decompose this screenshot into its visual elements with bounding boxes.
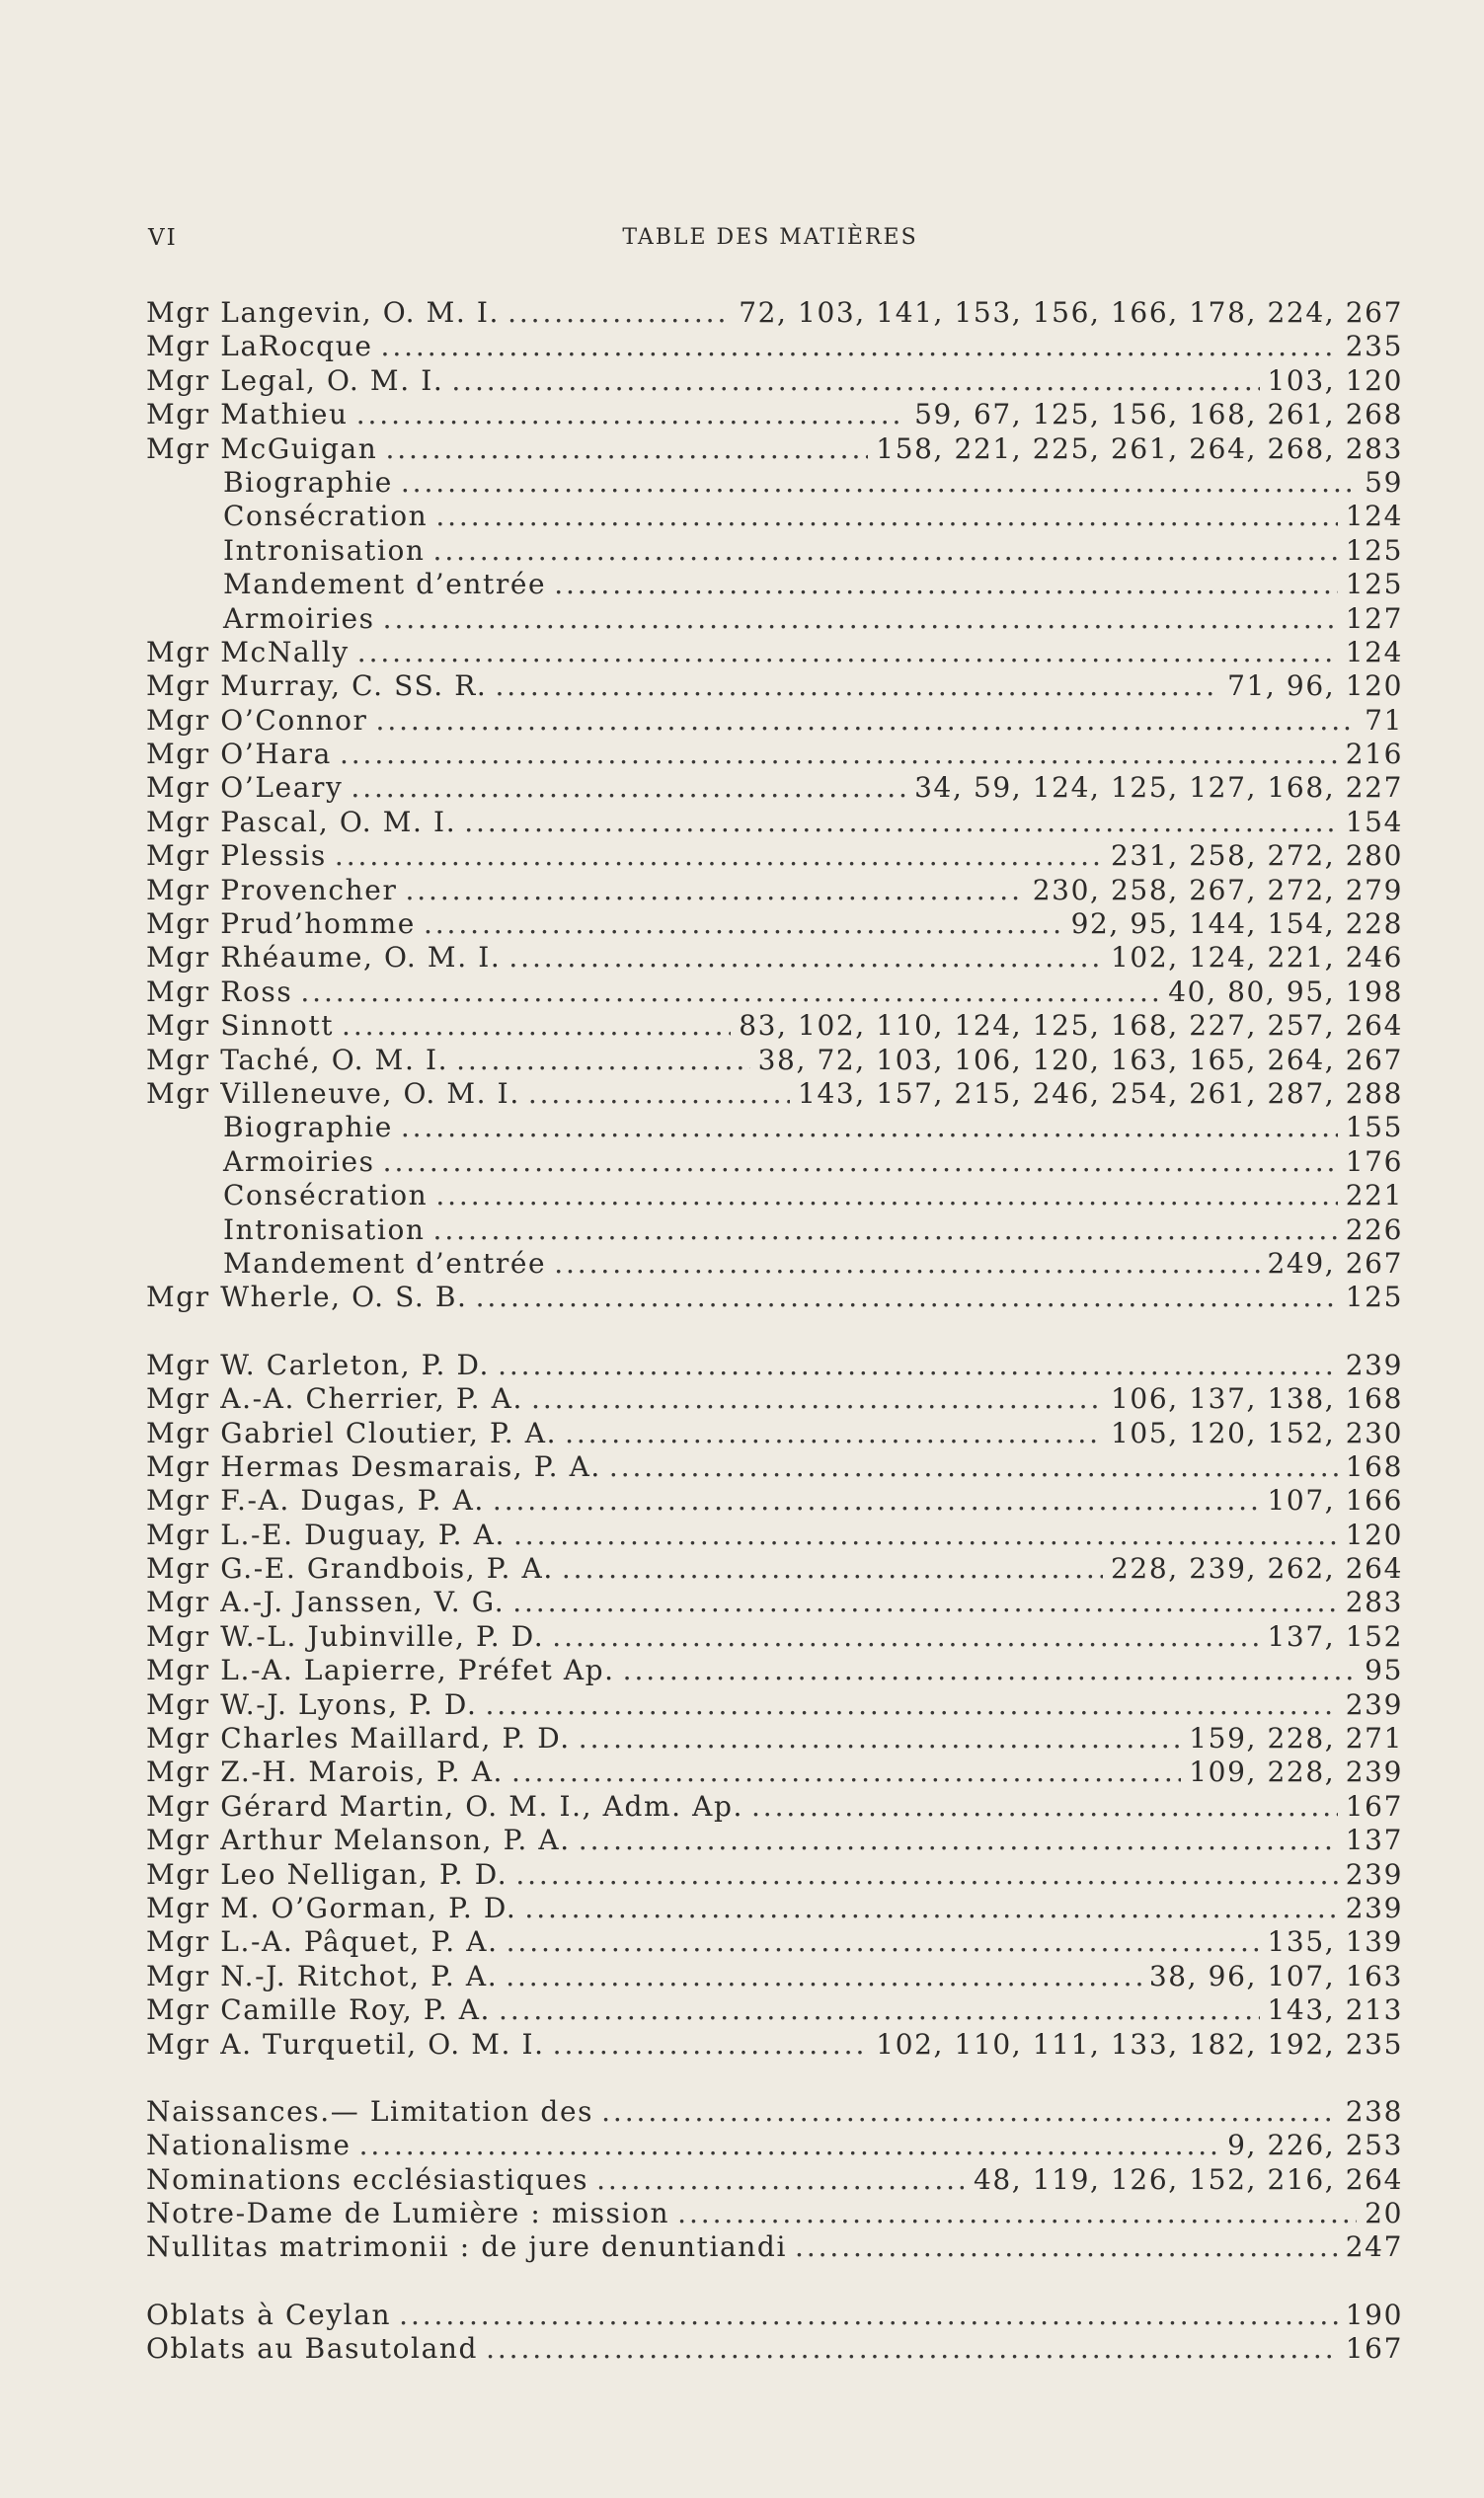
entry-pages: 103, 120 — [1267, 363, 1403, 397]
index-entry — [146, 1722, 1403, 1756]
index-entry — [146, 1417, 1403, 1450]
dot-leader — [383, 1145, 1338, 1179]
entry-label: Mgr Mathieu — [146, 398, 349, 431]
entry-pages: 239 — [1345, 1891, 1403, 1924]
entry-label: Mgr Rhéaume, O. M. I. — [146, 941, 502, 975]
index-subentry — [146, 500, 1403, 533]
dot-leader — [515, 1858, 1337, 1892]
index-subentry — [146, 1179, 1403, 1212]
entry-label: Intronisation — [223, 1212, 426, 1246]
dot-leader — [512, 1586, 1338, 1619]
index-entry — [146, 738, 1403, 771]
entry-pages: 226 — [1345, 1212, 1403, 1246]
dot-leader — [464, 806, 1338, 839]
entry-pages: 125 — [1345, 1281, 1403, 1314]
entry-label: Mgr N.-J. Ritchot, P. A. — [146, 1959, 499, 1992]
entry-pages: 158, 221, 225, 261, 264, 268, 283 — [876, 431, 1403, 465]
index-entry — [146, 1382, 1403, 1416]
dot-leader — [596, 2163, 966, 2197]
dot-leader — [528, 1077, 790, 1111]
entry-label: Biographie — [223, 465, 393, 499]
dot-leader — [476, 1281, 1338, 1314]
index-entry — [146, 1519, 1403, 1552]
entry-label: Consécration — [223, 500, 429, 533]
dot-leader — [485, 1688, 1337, 1722]
dot-leader — [524, 1892, 1337, 1925]
index-entry — [146, 1993, 1403, 2027]
dot-leader — [300, 976, 1160, 1009]
entry-pages: 239 — [1345, 1687, 1403, 1721]
dot-leader — [554, 1247, 1259, 1281]
index-entry — [146, 330, 1403, 363]
dot-leader — [508, 941, 1103, 975]
dot-leader — [562, 1552, 1103, 1586]
index-entry — [146, 1858, 1403, 1892]
dot-leader — [565, 1417, 1103, 1450]
dot-leader — [401, 1111, 1338, 1144]
index-entry — [146, 1009, 1403, 1043]
entry-label: Naissances.— Limitation des — [146, 2094, 594, 2128]
dot-leader — [335, 839, 1103, 873]
index-entry — [146, 2230, 1403, 2264]
page-number: VI — [148, 225, 178, 251]
index-entry — [146, 941, 1403, 975]
entry-label: Mgr L.-A. Pâquet, P. A. — [146, 1925, 499, 1959]
index-entry — [146, 1450, 1403, 1484]
entry-label: Intronisation — [223, 533, 426, 567]
index-entry — [146, 839, 1403, 873]
entry-label: Mgr Murray, C. SS. R. — [146, 669, 488, 703]
entry-label: Notre-Dame de Lumière : mission — [146, 2197, 670, 2230]
entry-label: Nullitas matrimonii : de jure denuntiandi — [146, 2230, 788, 2264]
dot-leader — [677, 2197, 1357, 2230]
entry-pages: 216 — [1345, 738, 1403, 771]
index-entry — [146, 398, 1403, 431]
entry-pages: 239 — [1345, 1857, 1403, 1891]
dot-leader — [340, 738, 1338, 771]
entry-pages: 238 — [1345, 2094, 1403, 2128]
entry-label: Mgr O’Leary — [146, 771, 344, 805]
dot-leader — [351, 771, 906, 805]
index-group — [146, 296, 1403, 1315]
entry-pages: 143, 157, 215, 246, 254, 261, 287, 288 — [798, 1076, 1403, 1110]
entry-label: Mgr L.-A. Lapierre, Préfet Ap. — [146, 1654, 615, 1687]
entry-label: Oblats à Ceylan — [146, 2298, 392, 2331]
entry-pages: 109, 228, 239 — [1189, 1756, 1403, 1789]
entry-label: Mgr Legal, O. M. I. — [146, 363, 444, 397]
dot-leader — [401, 466, 1357, 500]
index-entry — [146, 771, 1403, 805]
index-subentry — [146, 1213, 1403, 1247]
dot-leader — [508, 296, 731, 330]
dot-leader — [552, 1620, 1259, 1654]
dot-leader — [601, 2095, 1338, 2129]
index-subentry — [146, 1145, 1403, 1179]
entry-label: Mgr Hermas Desmarais, P. A. — [146, 1449, 601, 1483]
entry-pages: 38, 72, 103, 106, 120, 163, 165, 264, 267 — [757, 1043, 1403, 1076]
index-entry — [146, 1892, 1403, 1925]
entry-label: Armoiries — [223, 1144, 375, 1178]
entry-label: Mgr LaRocque — [146, 330, 373, 363]
entry-pages: 20 — [1365, 2197, 1403, 2230]
dot-leader — [623, 1654, 1357, 1687]
entry-label: Mgr Leo Nelligan, P. D. — [146, 1857, 508, 1891]
entry-label: Mgr G.-E. Grandbois, P. A. — [146, 1552, 554, 1586]
dot-leader — [399, 2299, 1338, 2332]
index-entry — [146, 2197, 1403, 2230]
entry-pages: 83, 102, 110, 124, 125, 168, 227, 257, 264 — [739, 1009, 1403, 1043]
entry-label: Mgr M. O’Gorman, P. D. — [146, 1891, 517, 1924]
dot-leader — [433, 534, 1338, 568]
entry-label: Mgr Taché, O. M. I. — [146, 1043, 449, 1076]
dot-leader — [531, 1382, 1103, 1416]
index-entry — [146, 1688, 1403, 1722]
dot-leader — [435, 500, 1337, 533]
entry-pages: 102, 124, 221, 246 — [1111, 941, 1403, 975]
dot-leader — [433, 1213, 1338, 1247]
index-subentry — [146, 466, 1403, 500]
entry-pages: 249, 267 — [1267, 1246, 1403, 1280]
index-subentry — [146, 602, 1403, 636]
index-entry — [146, 1654, 1403, 1687]
entry-pages: 159, 228, 271 — [1189, 1722, 1403, 1756]
index-entry — [146, 2163, 1403, 2197]
entry-label: Mgr Gérard Martin, O. M. I., Adm. Ap. — [146, 1789, 743, 1823]
index-entry — [146, 1790, 1403, 1824]
entry-pages: 71, 96, 120 — [1227, 669, 1403, 703]
entry-pages: 190 — [1345, 2298, 1403, 2331]
entry-label: Mgr Charles Maillard, P. D. — [146, 1722, 571, 1756]
dot-leader — [609, 1450, 1338, 1484]
index-entry — [146, 2095, 1403, 2129]
dot-leader — [359, 2129, 1220, 2162]
entry-label: Biographie — [223, 1111, 393, 1144]
entry-pages: 235 — [1345, 330, 1403, 363]
entry-label: Mgr A.-A. Cherrier, P. A. — [146, 1382, 524, 1416]
entry-label: Mgr Camille Roy, P. A. — [146, 1993, 492, 2027]
entry-pages: 176 — [1345, 1144, 1403, 1178]
entry-pages: 95 — [1365, 1654, 1403, 1687]
index-entry — [146, 976, 1403, 1009]
index-entry — [146, 1620, 1403, 1654]
entry-pages: 38, 96, 107, 163 — [1148, 1959, 1403, 1992]
dot-leader — [498, 1349, 1338, 1382]
entry-label: Mgr Langevin, O. M. I. — [146, 296, 501, 329]
dot-leader — [506, 1960, 1141, 1993]
index-entry — [146, 669, 1403, 703]
dot-leader — [456, 1044, 750, 1077]
dot-leader — [795, 2230, 1338, 2264]
entry-label: Mgr W.-J. Lyons, P. D. — [146, 1687, 478, 1721]
entry-label: Mgr F.-A. Dugas, P. A. — [146, 1484, 485, 1518]
dot-leader — [495, 669, 1219, 703]
index-subentry — [146, 568, 1403, 601]
dot-leader — [435, 1179, 1337, 1212]
entry-pages: 154 — [1345, 805, 1403, 838]
index-list — [146, 296, 1403, 2367]
index-entry — [146, 364, 1403, 398]
index-entry — [146, 1824, 1403, 1857]
entry-pages: 168 — [1345, 1449, 1403, 1483]
entry-pages: 40, 80, 95, 198 — [1168, 975, 1403, 1008]
dot-leader — [405, 874, 1024, 907]
entry-pages: 137 — [1345, 1824, 1403, 1857]
entry-pages: 155 — [1345, 1111, 1403, 1144]
entry-label: Armoiries — [223, 601, 375, 635]
index-group — [146, 2095, 1403, 2265]
index-entry — [146, 874, 1403, 907]
entry-label: Nominations ecclésiastiques — [146, 2162, 589, 2196]
index-entry — [146, 1349, 1403, 1382]
entry-pages: 239 — [1345, 1348, 1403, 1381]
dot-leader — [424, 907, 1063, 941]
index-entry — [146, 704, 1403, 738]
entry-pages: 105, 120, 152, 230 — [1111, 1416, 1403, 1449]
entry-label: Mandement d’entrée — [223, 568, 547, 601]
dot-leader — [383, 602, 1338, 636]
dot-leader — [579, 1722, 1182, 1756]
dot-leader — [357, 636, 1338, 669]
dot-leader — [381, 330, 1338, 363]
entry-label: Mgr Z.-H. Marois, P. A. — [146, 1756, 505, 1789]
entry-label: Mgr Provencher — [146, 873, 398, 906]
dot-leader — [579, 1824, 1338, 1857]
dot-leader — [342, 1009, 731, 1043]
dot-leader — [499, 1993, 1259, 2027]
index-entry — [146, 1044, 1403, 1077]
entry-pages: 135, 139 — [1267, 1925, 1403, 1959]
entry-label: Mgr Pascal, O. M. I. — [146, 805, 457, 838]
index-entry — [146, 806, 1403, 839]
index-entry — [146, 1552, 1403, 1586]
entry-label: Mgr W.-L. Jubinville, P. D. — [146, 1619, 545, 1653]
entry-label: Mgr Arthur Melanson, P. A. — [146, 1824, 571, 1857]
running-head — [148, 225, 1392, 261]
entry-pages: 231, 258, 272, 280 — [1111, 839, 1403, 873]
entry-pages: 102, 110, 111, 133, 182, 192, 235 — [876, 2027, 1403, 2061]
entry-pages: 106, 137, 138, 168 — [1111, 1382, 1403, 1416]
index-group — [146, 2299, 1403, 2367]
index-entry — [146, 1484, 1403, 1518]
entry-label: Nationalisme — [146, 2129, 351, 2162]
entry-pages: 137, 152 — [1267, 1619, 1403, 1653]
entry-label: Mgr McGuigan — [146, 431, 378, 465]
index-entry — [146, 1586, 1403, 1619]
entry-pages: 124 — [1345, 635, 1403, 668]
index-entry — [146, 296, 1403, 330]
entry-pages: 228, 239, 262, 264 — [1111, 1552, 1403, 1586]
dot-leader — [493, 1484, 1260, 1518]
index-entry — [146, 2299, 1403, 2332]
entry-pages: 9, 226, 253 — [1227, 2129, 1403, 2162]
dot-leader — [554, 568, 1338, 601]
index-entry — [146, 2332, 1403, 2366]
entry-label: Mgr A. Turquetil, O. M. I. — [146, 2027, 545, 2061]
entry-label: Mgr Plessis — [146, 839, 327, 873]
entry-pages: 107, 166 — [1267, 1484, 1403, 1518]
entry-pages: 59 — [1365, 465, 1403, 499]
page-title: TABLE DES MATIÈRES — [622, 225, 918, 250]
entry-label: Mandement d’entrée — [223, 1246, 547, 1280]
entry-label: Mgr O’Connor — [146, 703, 368, 737]
entry-label: Mgr Villeneuve, O. M. I. — [146, 1076, 520, 1110]
entry-pages: 143, 213 — [1267, 1993, 1403, 2027]
entry-pages: 125 — [1345, 568, 1403, 601]
index-entry — [146, 1925, 1403, 1959]
entry-label: Mgr Ross — [146, 975, 293, 1008]
dot-leader — [451, 364, 1259, 398]
dot-leader — [511, 1756, 1181, 1789]
entry-label: Mgr Sinnott — [146, 1009, 335, 1043]
entry-pages: 92, 95, 144, 154, 228 — [1070, 907, 1403, 941]
index-entry — [146, 1077, 1403, 1111]
index-entry — [146, 907, 1403, 941]
index-subentry — [146, 1247, 1403, 1281]
entry-pages: 71 — [1365, 703, 1403, 737]
entry-pages: 283 — [1345, 1586, 1403, 1619]
dot-leader — [513, 1519, 1338, 1552]
entry-label: Mgr Prud’homme — [146, 907, 416, 941]
index-entry — [146, 1960, 1403, 1993]
entry-label: Mgr A.-J. Janssen, V. G. — [146, 1586, 506, 1619]
entry-pages: 72, 103, 141, 153, 156, 166, 178, 224, 267 — [739, 296, 1403, 329]
dot-leader — [376, 704, 1358, 738]
entry-pages: 221 — [1345, 1179, 1403, 1212]
entry-pages: 167 — [1345, 2332, 1403, 2366]
dot-leader — [507, 1925, 1260, 1959]
index-subentry — [146, 534, 1403, 568]
entry-pages: 127 — [1345, 601, 1403, 635]
entry-pages: 125 — [1345, 533, 1403, 567]
index-entry — [146, 1756, 1403, 1789]
entry-label: Mgr W. Carleton, P. D. — [146, 1348, 491, 1381]
entry-label: Mgr McNally — [146, 635, 350, 668]
entry-pages: 124 — [1345, 500, 1403, 533]
entry-label: Consécration — [223, 1179, 429, 1212]
entry-pages: 34, 59, 124, 125, 127, 168, 227 — [914, 771, 1403, 805]
entry-label: Mgr O’Hara — [146, 738, 332, 771]
index-subentry — [146, 1111, 1403, 1144]
index-group — [146, 1349, 1403, 2062]
index-entry — [146, 2129, 1403, 2162]
dot-leader — [385, 432, 868, 466]
entry-pages: 167 — [1345, 1789, 1403, 1823]
index-entry — [146, 636, 1403, 669]
dot-leader — [486, 2332, 1338, 2366]
entry-pages: 230, 258, 267, 272, 279 — [1032, 873, 1403, 906]
entry-pages: 120 — [1345, 1518, 1403, 1551]
dot-leader — [553, 2028, 869, 2062]
index-entry — [146, 432, 1403, 466]
entry-pages: 48, 119, 126, 152, 216, 264 — [973, 2162, 1403, 2196]
entry-label: Oblats au Basutoland — [146, 2332, 479, 2366]
index-entry — [146, 1281, 1403, 1314]
dot-leader — [751, 1790, 1338, 1824]
entry-label: Mgr Gabriel Cloutier, P. A. — [146, 1416, 558, 1449]
dot-leader — [356, 398, 906, 431]
entry-pages: 247 — [1345, 2230, 1403, 2264]
entry-pages: 59, 67, 125, 156, 168, 261, 268 — [914, 398, 1403, 431]
index-entry — [146, 2028, 1403, 2062]
entry-label: Mgr Wherle, O. S. B. — [146, 1281, 468, 1314]
entry-label: Mgr L.-E. Duguay, P. A. — [146, 1518, 506, 1551]
